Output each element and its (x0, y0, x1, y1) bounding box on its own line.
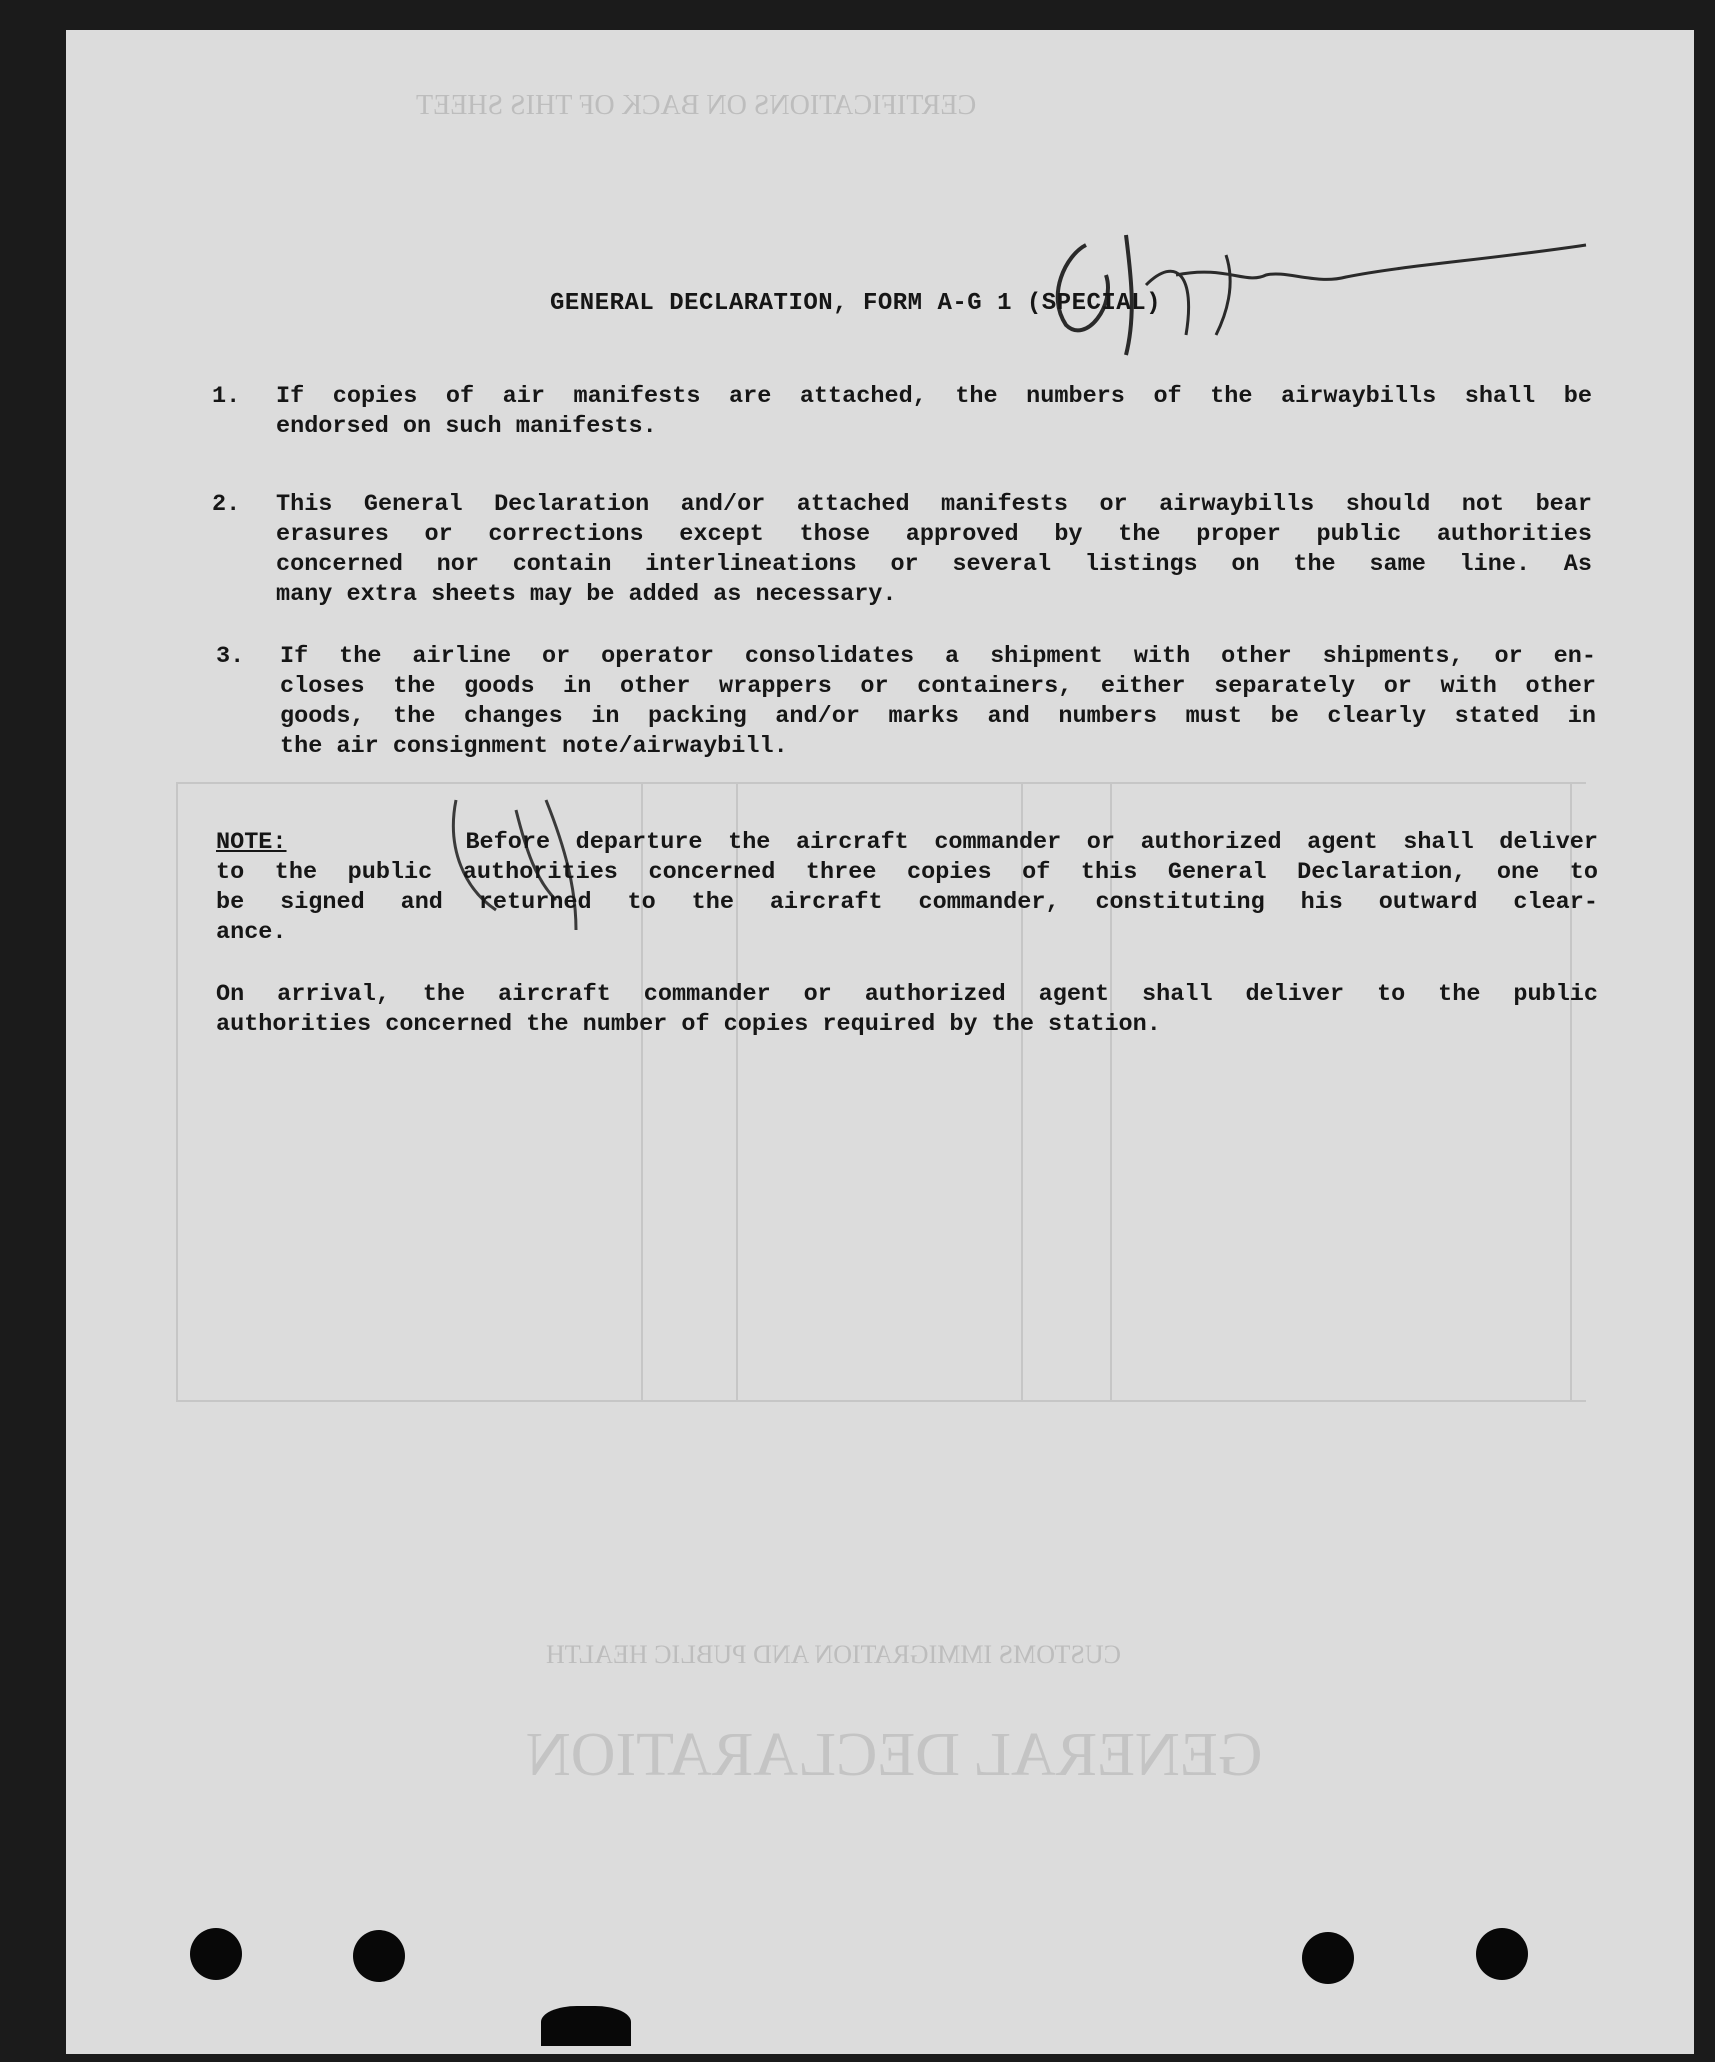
text-line: This General Declaration and/or attached manifests or airwaybills should not bear (276, 491, 1592, 518)
text-line: be signed and returned to the aircraft commander, constituting his outward clear- (216, 889, 1598, 916)
text-line: closes the goods in other wrappers or containers, either separately or with other (280, 673, 1596, 700)
text-line: erasures or corrections except those approved by the proper public authorities (276, 521, 1592, 548)
item-text (276, 490, 1592, 610)
text-line: concerned nor contain interlineations or several listings on the same line. As (276, 551, 1592, 578)
note-section (216, 828, 1598, 958)
note-label: NOTE: (216, 829, 287, 856)
text-line: Before departure the aircraft commander or authorized agent shall deliver (465, 829, 1599, 856)
form-title: GENERAL DECLARATION, FORM A-G 1 (SPECIAL) (550, 290, 1161, 317)
punch-hole (1476, 1928, 1528, 1980)
document-sheet (66, 30, 1694, 2054)
instruction-item-2 (212, 490, 1592, 620)
punch-hole (1302, 1932, 1354, 1984)
instruction-item-1 (212, 382, 1592, 452)
text-line: to the public authorities concerned three copies of this General Declaration, one to (216, 859, 1598, 886)
arrival-section (216, 980, 1598, 1050)
bleed-through-text: CERTIFICATIONS ON BACK OF THIS SHEET (416, 90, 977, 121)
text-line: ance. (216, 919, 287, 946)
text-line: many extra sheets may be added as necessary. (276, 581, 897, 608)
bleed-through-text: CUSTOMS IMMIGRATION AND PUBLIC HEALTH (546, 1640, 1121, 1669)
note-first-line (216, 828, 1598, 858)
item-text (280, 642, 1596, 762)
item-number: 3. (216, 643, 245, 670)
note-text (216, 828, 1598, 948)
declaration-instructions (66, 30, 1694, 2054)
item-number: 2. (212, 491, 241, 518)
bleed-through-heading: GENERAL DECLARATION (526, 1721, 1263, 1789)
text-line: authorities concerned the number of copies required by the station. (216, 1011, 1161, 1038)
instruction-item-3 (216, 642, 1596, 772)
text-line: goods, the changes in packing and/or marks and numbers must be clearly stated in (280, 703, 1596, 730)
item-text (276, 382, 1592, 442)
punch-hole (353, 1930, 405, 1982)
text-line: the air consignment note/airwaybill. (280, 733, 788, 760)
text-line: If the airline or operator consolidates a shipment with other shipments, or en- (280, 643, 1596, 670)
text-line: If copies of air manifests are attached, the numbers of the airwaybills shall be (276, 383, 1592, 410)
arrival-text (216, 980, 1598, 1040)
item-number: 1. (212, 383, 241, 410)
torn-edge-mark (541, 2006, 631, 2046)
text-line: endorsed on such manifests. (276, 413, 657, 440)
text-line: On arrival, the aircraft commander or authorized agent shall deliver to the public (216, 981, 1598, 1008)
punch-hole (190, 1928, 242, 1980)
